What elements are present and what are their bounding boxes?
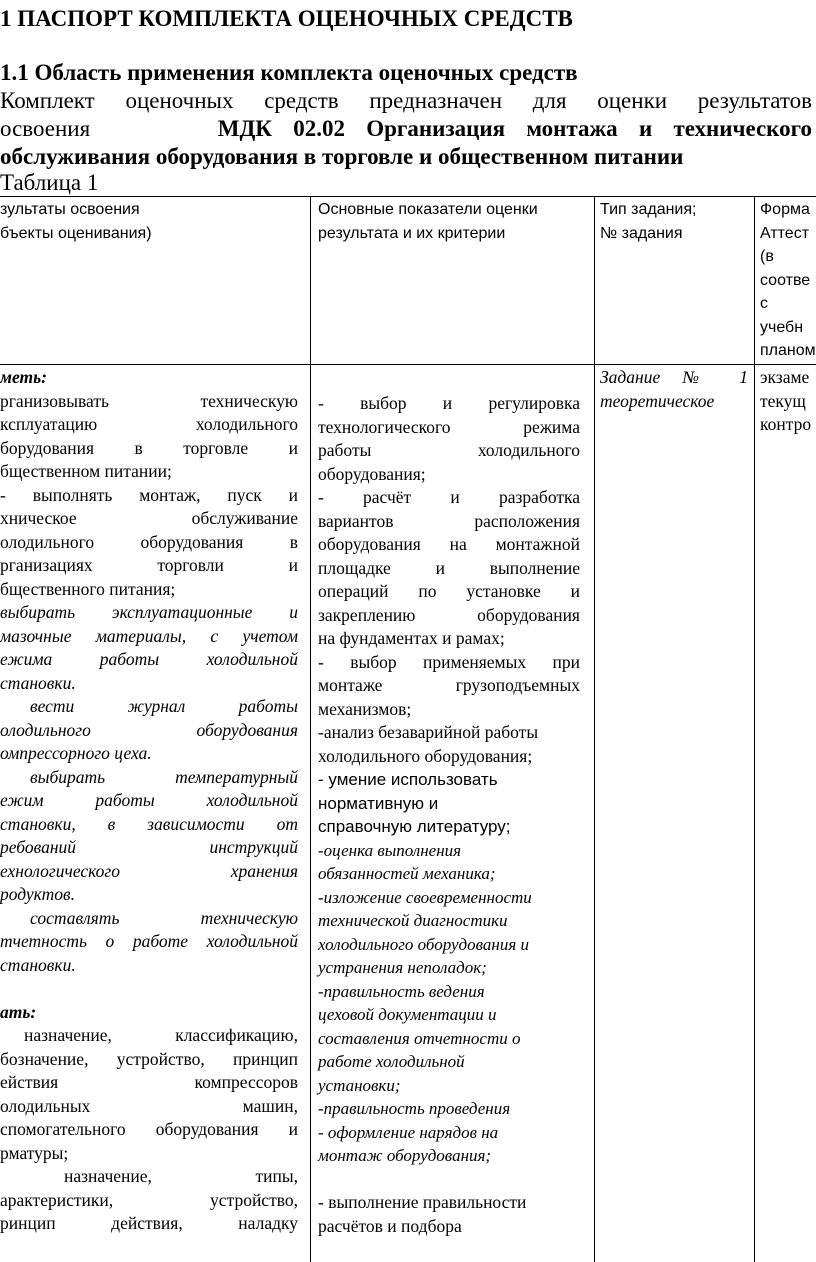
knowledge-1-line: бозначение, устройство, принцип [0,1048,298,1069]
attestation-form-cell [760,366,816,437]
task-type-cell [600,366,748,413]
knowledge-item-2 [0,1165,298,1236]
table-col-divider-1 [310,196,311,1262]
header-indicators-line-2: результата и их критерии [318,224,506,242]
indicator-line: -изложение своевременности [318,887,532,907]
indicator-line: монтаже грузоподъемных [318,675,580,695]
indicator-line: оборудования; [318,463,426,484]
task-type: теоретическое [600,390,715,411]
attestation-form-line: контро [760,414,812,434]
indicator-line: -анализ безаварийной работы [318,722,539,742]
knowledge-1-line: ействия компрессоров [0,1072,298,1092]
indicator-line: монтаж оборудования; [318,1146,492,1165]
indicator-line: - выбор применяемых при [318,651,580,672]
skill-5-line: ехнологического хранения [0,860,298,881]
header-task-type [600,198,748,245]
indicator-line: справочную литературу; [318,817,511,836]
skill-3-line: становки. [0,672,76,693]
skill-5-line: ежим работы холодильной [0,790,298,810]
indicator-item-3 [318,651,580,722]
attestation-form-line: экзаме [760,367,810,387]
indicator-line: технологического режима [318,416,580,437]
indicator-line: составления отчетности о [318,1028,521,1048]
skill-3-line: ежима работы холодильной [0,649,298,669]
indicator-line: - оформление нарядов на [318,1122,499,1142]
indicator-item-tail [318,1191,580,1238]
indicator-line: механизмов; [318,698,412,719]
label-umet: меть: [0,367,47,387]
indicator-line: холодильного оборудования; [318,745,533,766]
indicator-line: - выполнение правильности [318,1192,527,1212]
table-top-border [0,196,816,197]
skill-item-4 [0,695,298,766]
header-task-type-line-2: № задания [600,224,683,242]
knowledge-2-line: арактеристики, устройство, [0,1189,298,1210]
skill-5-line: родуктов. [0,884,75,904]
intro-line-2-prefix: освоения [0,116,91,141]
skill-item-2 [0,484,298,602]
header-indicators [318,198,586,245]
indicator-line: обязанностей механика; [318,864,496,883]
knowledge-2-line: ринцип действия, наладку [0,1213,298,1233]
knowledge-1-line: спомогательного оборудования и [0,1119,298,1139]
header-form-line-6: учебн [760,318,804,336]
intro-line-1: Комплект оценочных средств предназначен для оценки результатов [0,88,812,113]
intro-paragraph [0,87,812,171]
intro-discipline-title-1: МДК 02.02 Организация монтажа и технического [217,116,812,141]
indicator-line: - выбор и регулировка [318,393,580,413]
skill-4-line: омпрессорного цеха. [0,743,152,763]
assessment-table [0,196,816,1262]
indicator-line: холодильного оборудования и [318,934,529,954]
intro-discipline-title-2: обслуживания оборудования в торговле и общественном питании [0,144,684,169]
skill-1-line: борудования в торговле и [0,437,298,458]
skill-3-line: мазочные материалы, с учетом [0,625,298,646]
header-form-line-5: с [760,295,768,312]
header-form-line-2: Аттест [760,224,810,242]
intro-line-3 [0,143,812,171]
skill-6-line: становки. [0,954,76,975]
indicator-line: - умение использовать [318,770,498,789]
header-results-line-1: зультаты освоения [0,201,140,218]
skill-item-3 [0,601,298,695]
indicator-line: операций по установке и [318,581,580,601]
skill-4-line: вести журнал работы [30,696,298,716]
skill-2-line: бщественного питания; [0,578,176,599]
indicator-item-5 [318,768,580,839]
blank-line [318,1168,580,1192]
skill-6-line: тчетность о работе холодильной [0,931,298,951]
header-form-line-7: планом [760,342,816,359]
skill-3-line: выбирать эксплуатационные и [0,602,298,622]
skill-1-line: ксплуатацию холодильного [0,414,298,434]
skill-2-line: - выполнять монтаж, пуск и [0,484,298,505]
attestation-form-line: текущ [760,390,806,411]
indicator-line: на фундаментах и рамах; [318,628,505,648]
blank-line [0,977,298,1001]
table-col-divider-2 [594,196,595,1262]
knowledge-1-line: рматуры; [0,1142,69,1163]
intro-line-2 [0,115,812,143]
skill-item-6 [0,907,298,978]
skill-2-line: рганизациях торговли и [0,555,298,575]
indicator-line: работе холодильной [318,1052,465,1071]
header-form-line-1: Форма [760,201,810,218]
indicator-line: площадке и выполнение [318,557,580,578]
knowledge-2-line: назначение, типы, [64,1166,298,1186]
indicator-line: установки; [318,1075,401,1095]
section-heading: 1 ПАСПОРТ КОМПЛЕКТА ОЦЕНОЧНЫХ СРЕДСТВ [0,6,573,31]
indicator-line: цеховой документации и [318,1005,497,1024]
skill-item-5 [0,766,298,907]
skill-1-line: рганизовывать техническую [0,390,298,411]
task-number: Задание № 1 [600,367,748,387]
indicators-cell [318,392,580,1238]
table-caption: Таблица 1 [0,170,99,195]
indicator-line: расчётов и подбора [318,1215,462,1236]
indicator-line: закреплению оборудования [318,604,580,625]
knowledge-1-line: олодильных машин, [0,1095,298,1116]
skill-4-line: олодильного оборудования [0,719,298,740]
indicator-line: оборудования на монтажной [318,534,580,554]
indicator-line: работы холодильного [318,440,580,460]
header-indicators-line-1: Основные показатели оценки [318,201,538,218]
indicator-item-1 [318,392,580,486]
indicator-italic-group [318,839,580,1168]
header-form-line-3: (в [760,248,774,265]
skill-5-line: ребований инструкций [0,837,298,857]
skill-5-line: выбирать температурный [30,766,298,787]
label-znat: ать: [0,1001,37,1022]
skill-6-line: составлять техническую [30,907,298,928]
indicator-line: нормативную и [318,793,439,813]
results-cell [0,366,298,1236]
indicator-line: -оценка выполнения [318,840,462,860]
header-form-line-4: соотве [760,271,811,289]
indicator-line: устранения неполадок; [318,958,487,977]
indicator-line: - расчёт и разработка [318,487,580,507]
subsection-heading: 1.1 Область применения комплекта оценочных средств [0,60,578,85]
knowledge-1-line: назначение, классификацию, [24,1025,298,1045]
header-task-type-line-1: Тип задания; [600,201,697,218]
indicator-line: -правильность проведения [318,1099,511,1118]
header-results [0,198,320,245]
indicator-item-4 [318,721,580,768]
indicator-line: вариантов расположения [318,510,580,531]
skill-1-line: бщественном питании; [0,461,172,481]
skill-2-line: хническое обслуживание [0,508,298,528]
indicator-line: технической диагностики [318,911,508,930]
knowledge-item-1 [0,1024,298,1165]
table-header-border [0,364,816,365]
header-results-line-2: бъекты оценивания) [0,224,152,242]
skill-item-1 [0,390,298,484]
header-attestation-form [760,198,816,363]
indicator-line: -правильность ведения [318,981,485,1001]
indicator-item-2 [318,486,580,651]
skill-5-line: становки, в зависимости от [0,813,298,834]
table-col-divider-3 [754,196,755,1262]
skill-2-line: олодильного оборудования в [0,531,298,552]
